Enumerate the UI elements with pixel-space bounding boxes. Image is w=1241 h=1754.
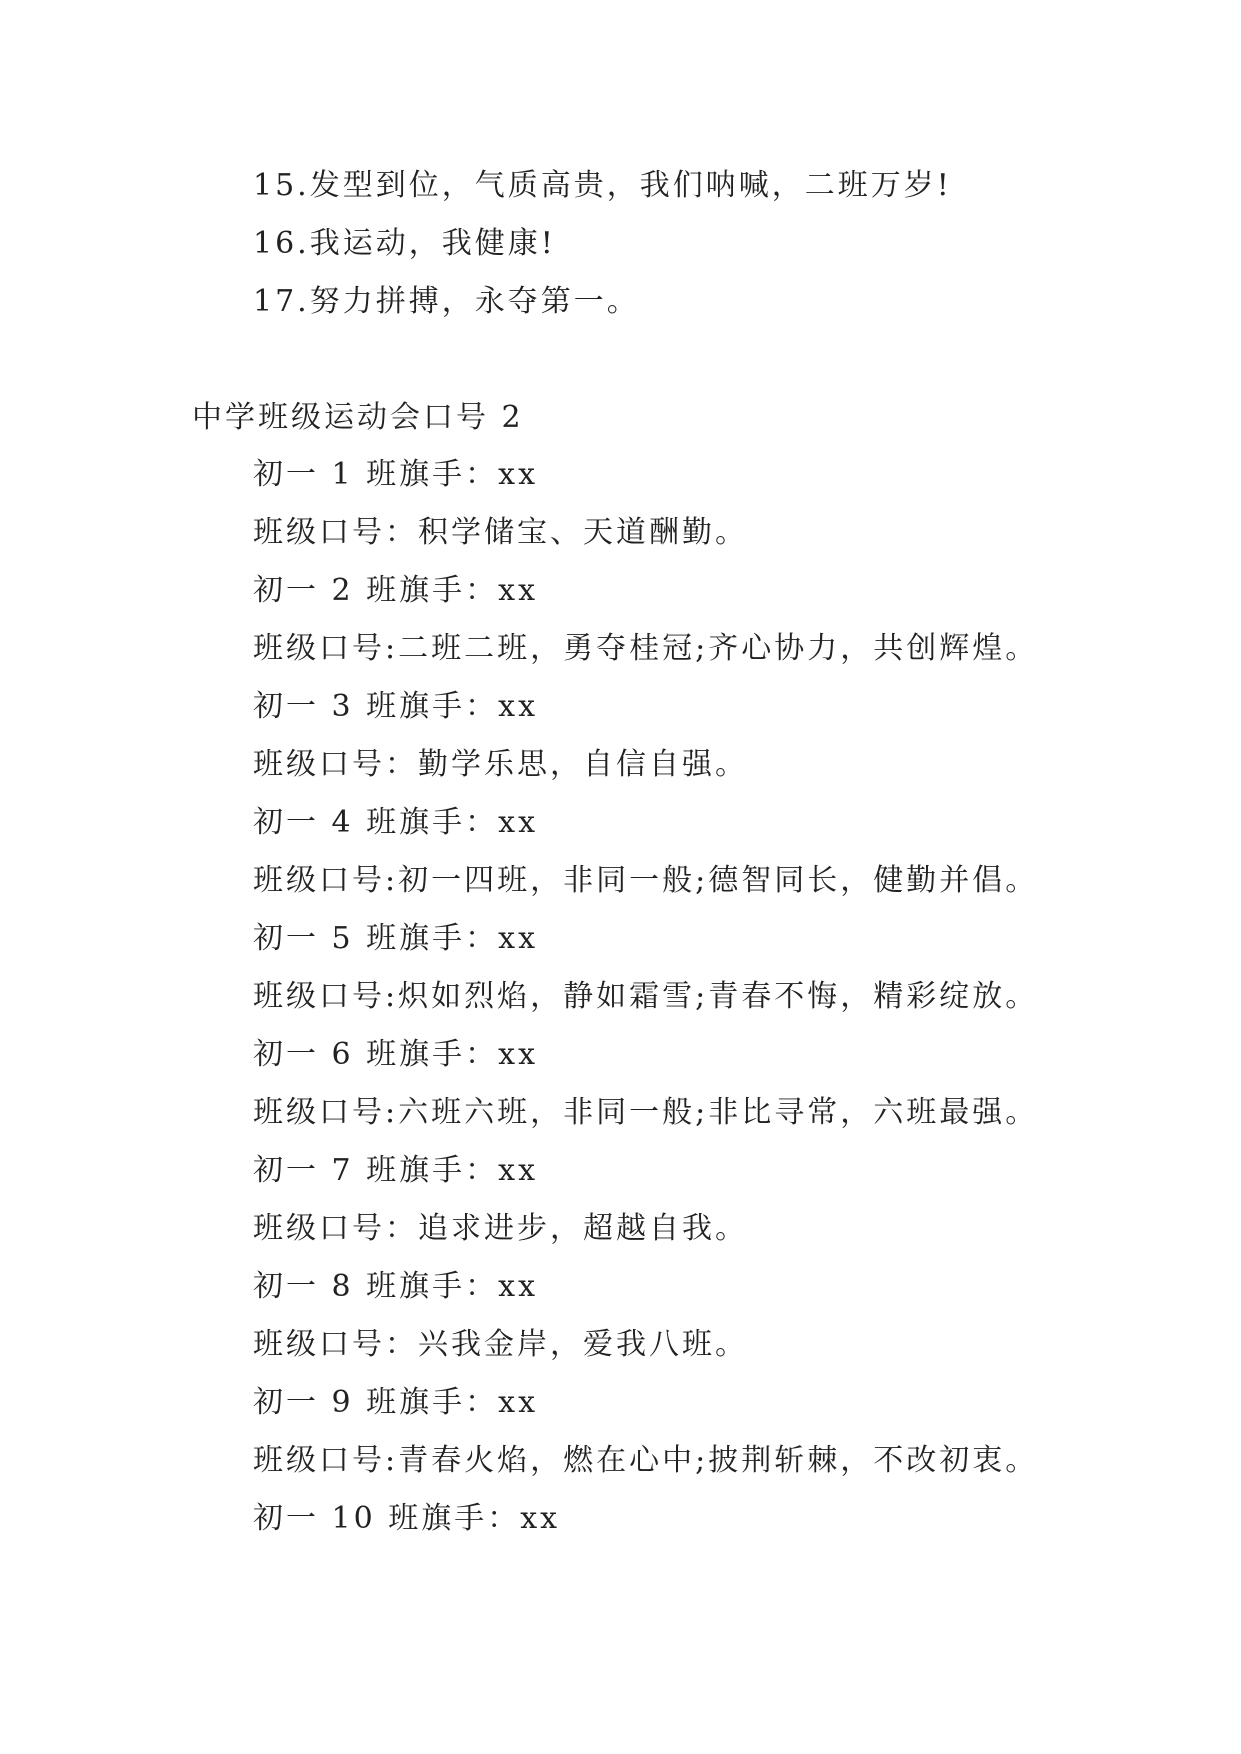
section-title: 中学班级运动会口号 2 bbox=[192, 400, 524, 435]
slogan-item-17: 17.努力拼搏，永夺第一。 bbox=[253, 284, 640, 319]
class-1-slogan: 班级口号：积学储宝、天道酬勤。 bbox=[253, 515, 748, 550]
class-9-slogan: 班级口号:青春火焰，燃在心中;披荆斩棘，不改初衷。 bbox=[253, 1443, 1039, 1478]
class-6-slogan: 班级口号:六班六班，非同一般;非比寻常，六班最强。 bbox=[253, 1095, 1039, 1130]
slogan-item-15: 15.发型到位，气质高贵，我们呐喊，二班万岁! bbox=[253, 168, 952, 203]
class-4-flag-bearer: 初一 4 班旗手：xx bbox=[253, 805, 538, 840]
class-8-slogan: 班级口号：兴我金岸，爱我八班。 bbox=[253, 1327, 748, 1362]
class-10-flag-bearer: 初一 10 班旗手：xx bbox=[253, 1501, 561, 1536]
class-3-slogan: 班级口号：勤学乐思，自信自强。 bbox=[253, 747, 748, 782]
class-5-flag-bearer: 初一 5 班旗手：xx bbox=[253, 921, 538, 956]
class-6-flag-bearer: 初一 6 班旗手：xx bbox=[253, 1037, 538, 1072]
class-5-slogan: 班级口号:炽如烈焰，静如霜雪;青春不悔，精彩绽放。 bbox=[253, 979, 1039, 1014]
class-2-flag-bearer: 初一 2 班旗手：xx bbox=[253, 573, 538, 608]
class-2-slogan: 班级口号:二班二班，勇夺桂冠;齐心协力，共创辉煌。 bbox=[253, 631, 1039, 666]
class-9-flag-bearer: 初一 9 班旗手：xx bbox=[253, 1385, 538, 1420]
class-1-flag-bearer: 初一 1 班旗手：xx bbox=[253, 457, 538, 492]
class-7-flag-bearer: 初一 7 班旗手：xx bbox=[253, 1153, 538, 1188]
slogan-item-16: 16.我运动，我健康! bbox=[253, 226, 556, 261]
class-7-slogan: 班级口号：追求进步，超越自我。 bbox=[253, 1211, 748, 1246]
class-4-slogan: 班级口号:初一四班，非同一般;德智同长，健勤并倡。 bbox=[253, 863, 1039, 898]
class-8-flag-bearer: 初一 8 班旗手：xx bbox=[253, 1269, 538, 1304]
class-3-flag-bearer: 初一 3 班旗手：xx bbox=[253, 689, 538, 724]
